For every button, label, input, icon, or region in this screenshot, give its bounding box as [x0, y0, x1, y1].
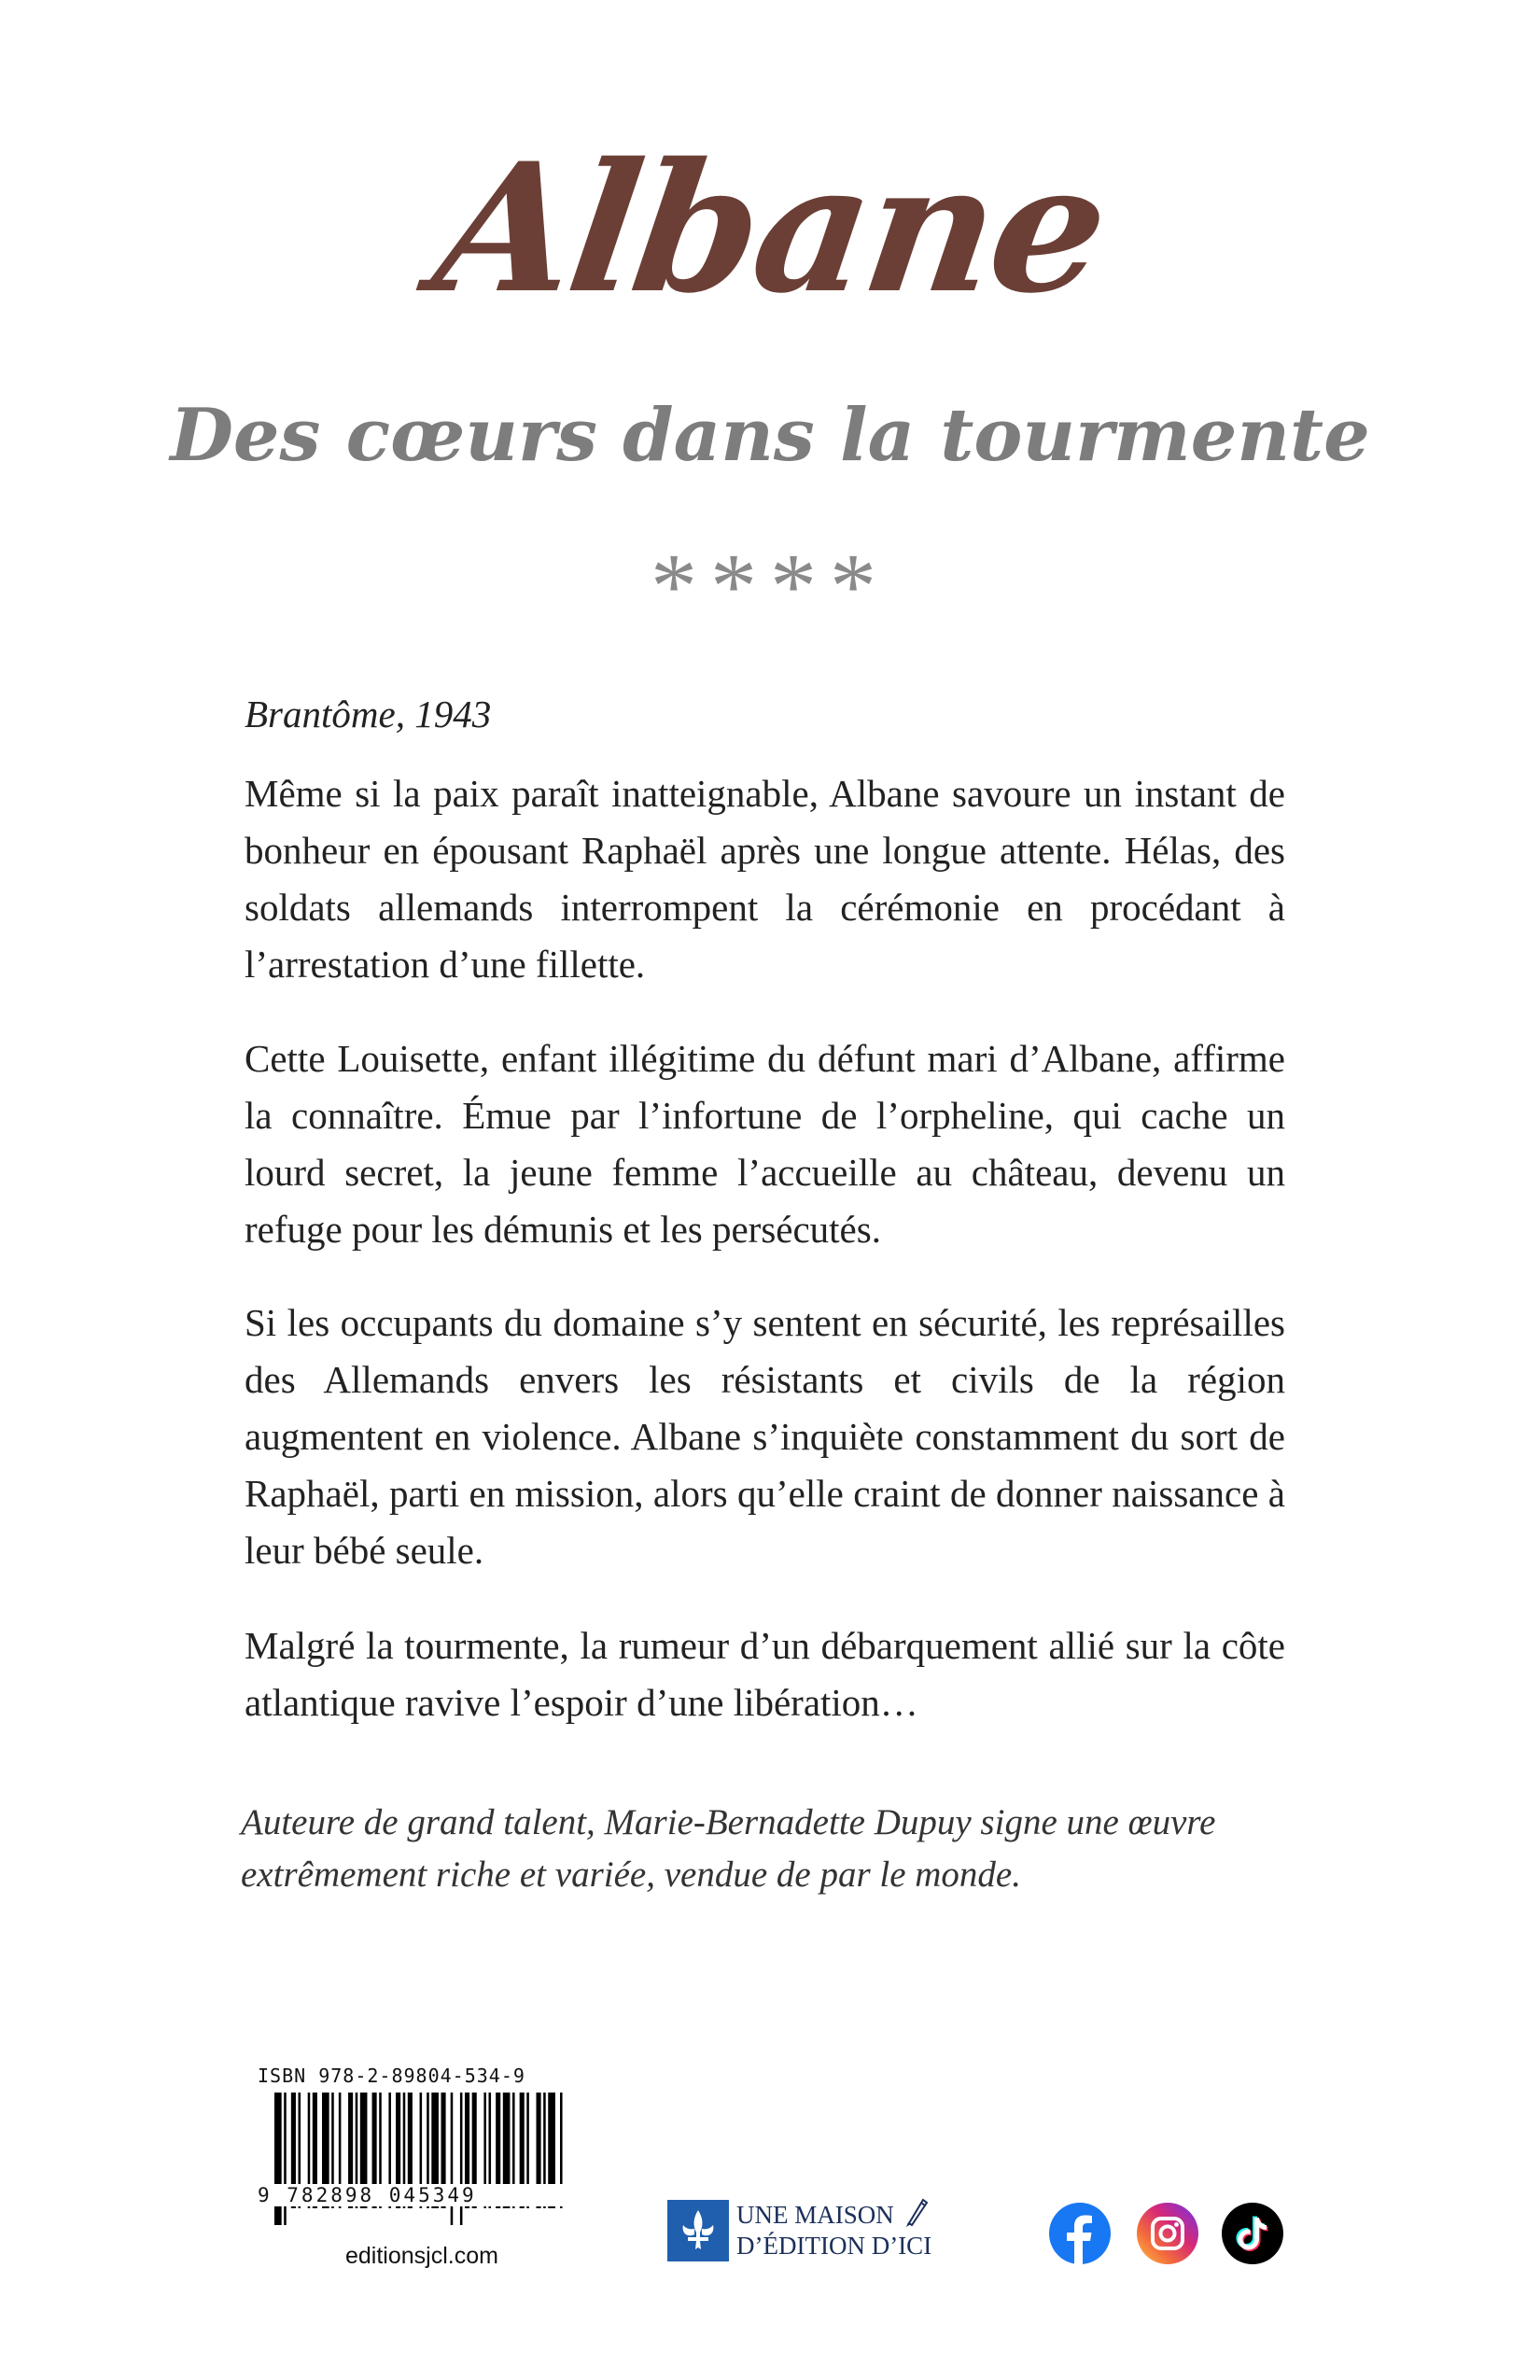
- isbn-label: ISBN 978-2-89804-534-9: [258, 2065, 525, 2087]
- barcode-digits: 9 782898 045349: [258, 2184, 566, 2206]
- book-title: Albane: [424, 124, 1117, 332]
- isbn-barcode-block: [258, 2065, 566, 2233]
- book-subtitle: Des cœurs dans la tourmente: [170, 393, 1370, 478]
- publisher-website: editionsjcl.com: [345, 2243, 498, 2269]
- barcode-image: [258, 2093, 566, 2233]
- synopsis-paragraph: Malgré la tourmente, la rumeur d’un débarquement allié sur la côte atlantique ravive l’espoir d’une libération…: [245, 1624, 1285, 1724]
- place-date: Brantôme, 1943: [245, 693, 492, 735]
- fountain-pen-icon: [901, 2194, 929, 2228]
- author-note: [241, 1797, 1305, 1901]
- author-note-line: Auteure de grand talent, Marie-Bernadette Dupuy signe une œuvre: [241, 1802, 1216, 1842]
- publisher-line: D’ÉDITION D’ICI: [736, 2232, 932, 2260]
- instagram-icon[interactable]: [1137, 2203, 1198, 2264]
- tiktok-icon[interactable]: [1222, 2203, 1283, 2264]
- volume-marker: ****: [651, 534, 889, 637]
- synopsis-paragraph: Si les occupants du domaine s’y sentent en sécurité, les représailles des Allemands envers les résistants et civils de la région augmentent en violence. Albane s’inquiète constamment du sort de Raphaël, parti en mission, alors qu’elle craint de donner naissance à leur bébé seule.: [245, 1301, 1285, 1572]
- author-note-line: extrêmement riche et variée, vendue de par le monde.: [241, 1855, 1021, 1895]
- synopsis-paragraph: Cette Louisette, enfant illégitime du défunt mari d’Albane, affirme la connaître. Émue par l’infortune de l’orpheline, qui cache un lourd secret, la jeune femme l’accueille au château, devenu un refuge pour les démunis et les persécutés.: [245, 1037, 1285, 1251]
- fleur-de-lis-icon: [667, 2200, 729, 2261]
- publisher-line: UNE MAISON: [736, 2201, 894, 2229]
- synopsis-paragraph: Même si la paix paraît inatteignable, Albane savoure un instant de bonheur en épousant Raphaël après une longue attente. Hélas, des soldats allemands interrompent la cérémonie en procédant à l’arrestation d’une fillette.: [245, 772, 1285, 986]
- publisher-logo: [667, 2200, 931, 2261]
- facebook-icon[interactable]: [1049, 2203, 1111, 2264]
